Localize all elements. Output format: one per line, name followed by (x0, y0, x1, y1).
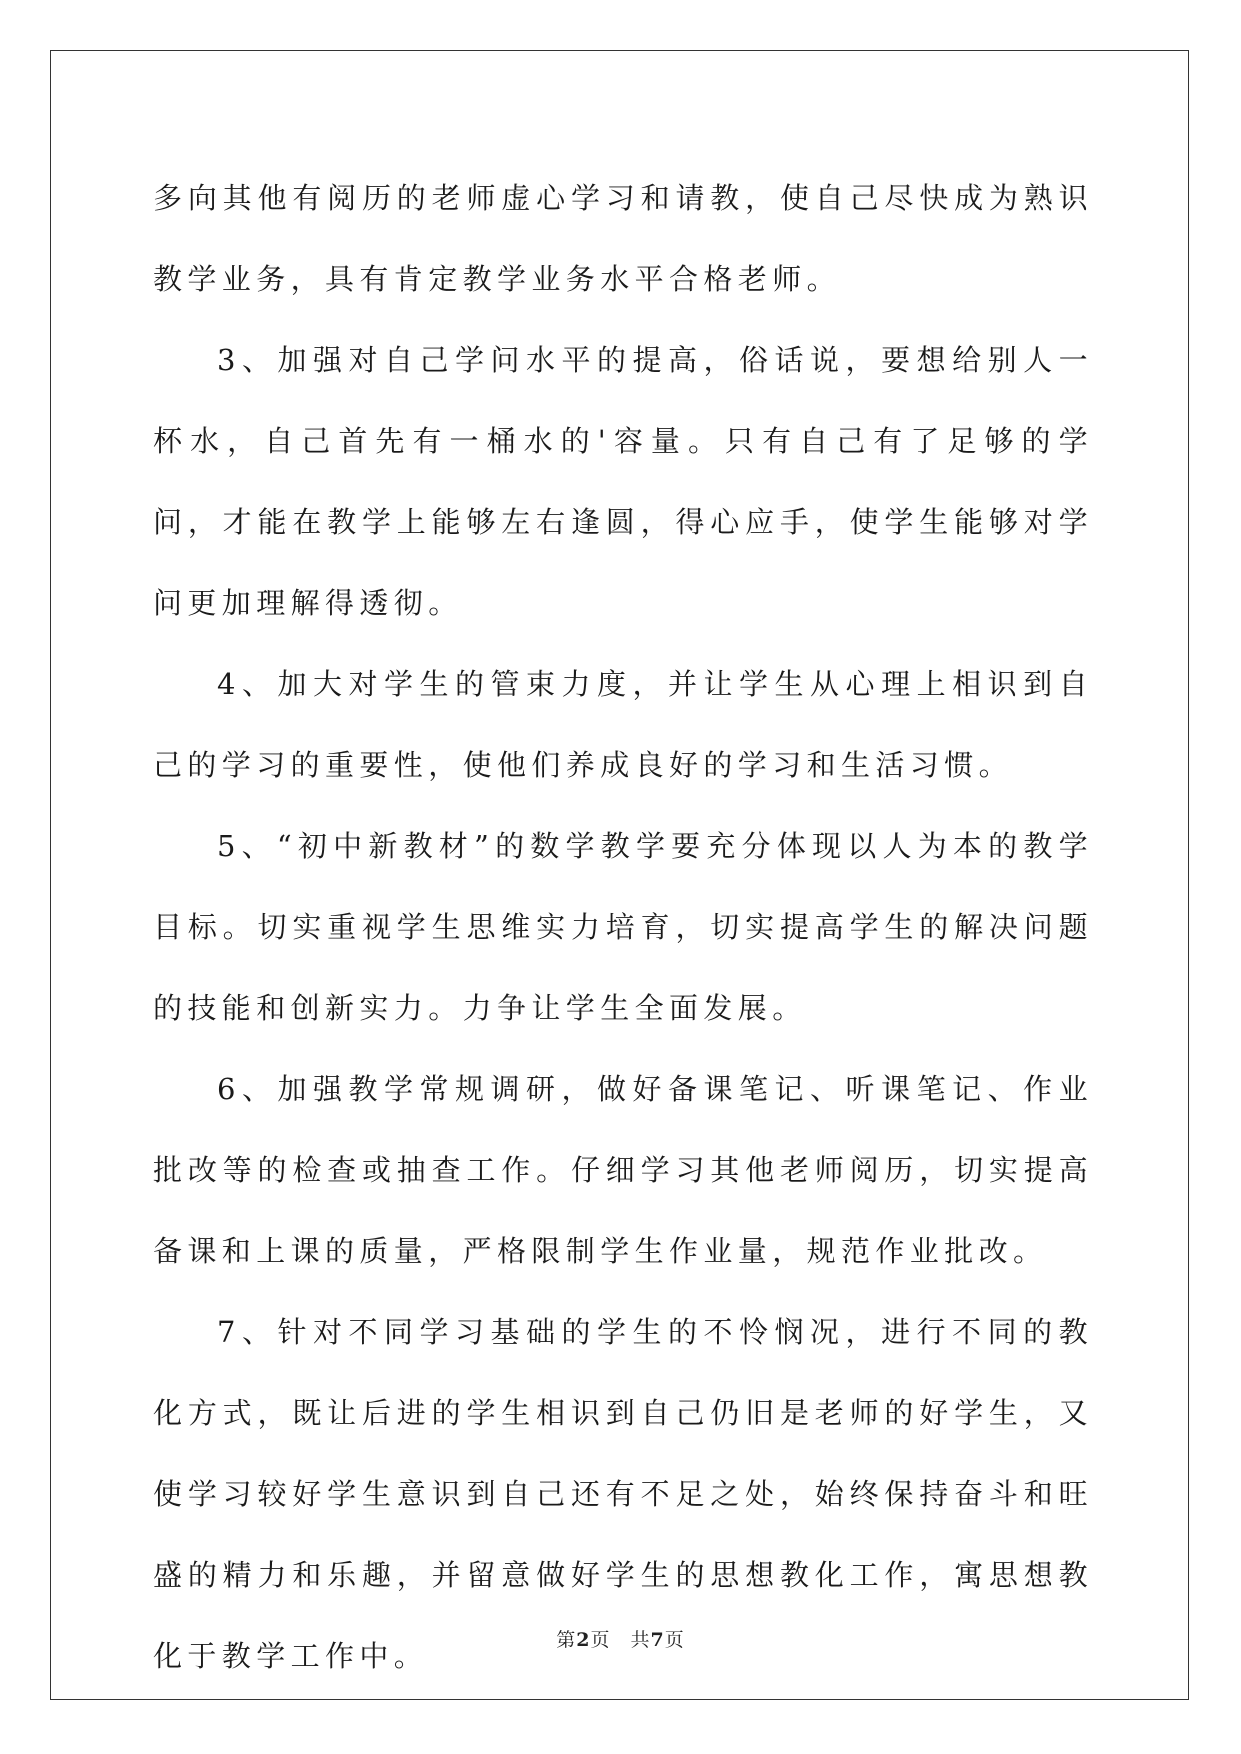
paragraph-1: 多向其他有阅历的老师虚心学习和请教，使自己尽快成为熟识教学业务，具有肯定教学业务水平合格老师。 (153, 181, 1093, 296)
page-prefix: 第 (556, 1629, 577, 1651)
paragraph-item-4: 4、加大对学生的管束力度，并让学生从心理上相识到自己的学习的重要性，使他们养成良好的学习和生活习惯。 (153, 667, 1093, 782)
paragraph-item-6: 6、加强教学常规调研，做好备课笔记、听课笔记、作业批改等的检查或抽查工作。仔细学习其他老师阅历，切实提高备课和上课的质量，严格限制学生作业量，规范作业批改。 (153, 1072, 1093, 1268)
total-prefix: 共 (630, 1629, 651, 1651)
page-suffix: 页 (590, 1629, 611, 1651)
page-total-number: 7 (650, 1629, 665, 1651)
total-suffix: 页 (664, 1629, 685, 1651)
page-footer (0, 1625, 1241, 1652)
paragraph-item-3: 3、加强对自己学问水平的提高，俗话说，要想给别人一杯水，自己首先有一桶水的'容量。只有自己有了足够的学问，才能在教学上能够左右逢圆，得心应手，使学生能够对学问更加理解得透彻。 (153, 343, 1093, 620)
document-body (153, 158, 1093, 1697)
paragraph-item-7: 7、针对不同学习基础的学生的不怜悯况，进行不同的教化方式，既让后进的学生相识到自己仍旧是老师的好学生，又使学习较好学生意识到自己还有不足之处，始终保持奋斗和旺盛的精力和乐趣，并留意做好学生的思想教化工作，寓思想教化于教学工作中。 (153, 1315, 1093, 1673)
page-current-number: 2 (576, 1629, 591, 1651)
paragraph-item-5: 5、“初中新教材”的数学教学要充分体现以人为本的教学目标。切实重视学生思维实力培育，切实提高学生的解决问题的技能和创新实力。力争让学生全面发展。 (153, 829, 1093, 1025)
